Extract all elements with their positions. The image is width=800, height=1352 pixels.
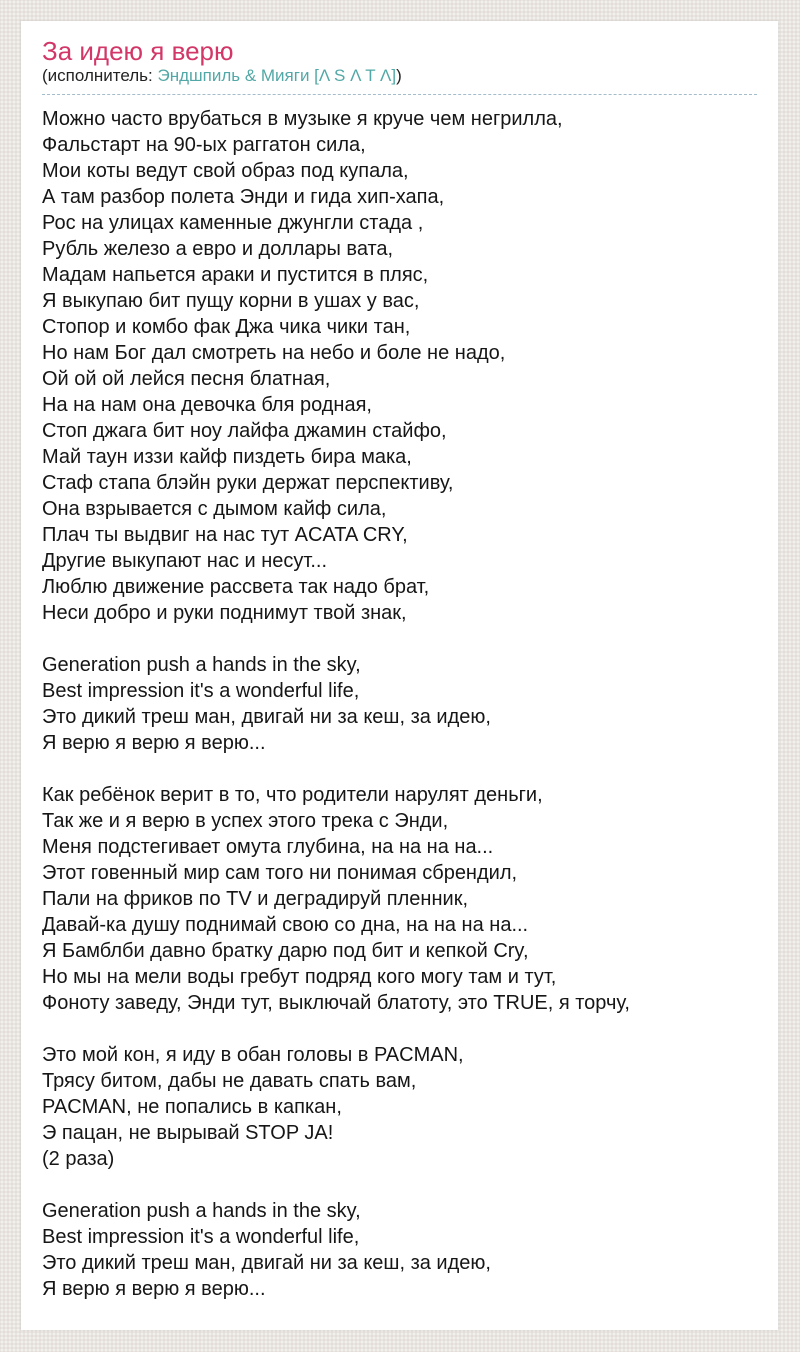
song-header <box>42 37 757 95</box>
lyrics-line: (2 раза) <box>42 1148 115 1170</box>
artist-label: (исполнитель: <box>42 66 158 85</box>
lyrics-line: Плач ты выдвиг на нас тут ACATA CRY, <box>42 524 408 546</box>
lyrics-line: Э пацан, не вырывай STOP JA! <box>42 1122 334 1144</box>
lyrics-line: Best impression it's a wonderful life, <box>42 680 360 702</box>
song-title: За идею я верю <box>42 36 234 66</box>
lyrics-line: Это дикий треш ман, двигай ни за кеш, за идею, <box>42 706 491 728</box>
lyrics-line: Это дикий треш ман, двигай ни за кеш, за идею, <box>42 1252 491 1274</box>
lyrics-line: Неси добро и руки поднимут твой знак, <box>42 602 407 624</box>
lyrics-line: Это мой кон, я иду в обан головы в PACMAN, <box>42 1044 464 1066</box>
lyrics-line: Мадам напьется араки и пустится в пляс, <box>42 264 429 286</box>
lyrics-line: Другие выкупают нас и несут... <box>42 550 328 572</box>
lyrics-line: Так же и я верю в успех этого трека с Энди, <box>42 810 449 832</box>
lyrics-line: Best impression it's a wonderful life, <box>42 1226 360 1248</box>
lyrics-line: Люблю движение рассвета так надо брат, <box>42 576 430 598</box>
lyrics-line: Мои коты ведут свой образ под купала, <box>42 160 409 182</box>
lyrics-line: Как ребёнок верит в то, что родители нарулят деньги, <box>42 784 543 806</box>
lyrics-line: Фоноту заведу, Энди тут, выключай блатоту, это TRUE, я торчу, <box>42 992 630 1014</box>
lyrics-card <box>21 21 778 1330</box>
lyrics-line: Можно часто врубаться в музыке я круче чем негрилла, <box>42 108 563 130</box>
lyrics-line: Фальстарт на 90-ых раггатон сила, <box>42 134 366 156</box>
lyrics-stanza <box>42 1198 757 1302</box>
lyrics-line: Рос на улицах каменные джунгли стада , <box>42 212 424 234</box>
lyrics-line: Стопор и комбо фак Джа чика чики тан, <box>42 316 411 338</box>
artist-link[interactable]: Эндшпиль & Мияги [Λ S Λ T Λ] <box>157 66 397 85</box>
lyrics-line: Этот говенный мир сам того ни понимая сбрендил, <box>42 862 518 884</box>
lyrics-line: Я выкупаю бит пущу корни в ушах у вас, <box>42 290 420 312</box>
lyrics-line: Я верю я верю я верю... <box>42 732 266 754</box>
lyrics-line: Стоп джага бит ноу лайфа джамин стайфо, <box>42 420 447 442</box>
lyrics-line: Стаф стапа блэйн руки держат перспективу, <box>42 472 454 494</box>
lyrics-line: Меня подстегивает омута глубина, на на на на... <box>42 836 494 858</box>
lyrics-line: Она взрывается с дымом кайф сила, <box>42 498 387 520</box>
lyrics-line: Пали на фриков по TV и деградируй пленник, <box>42 888 468 910</box>
lyrics-line: На на нам она девочка бля родная, <box>42 394 372 416</box>
lyrics-line: Я Бамблби давно братку дарю под бит и кепкой Cry, <box>42 940 529 962</box>
lyrics-text <box>42 106 757 1302</box>
lyrics-stanza <box>42 1042 757 1172</box>
lyrics-stanza <box>42 106 757 626</box>
artist-suffix: ) <box>396 66 402 85</box>
lyrics-line: А там разбор полета Энди и гида хип-хапа, <box>42 186 445 208</box>
lyrics-line: Generation push a hands in the sky, <box>42 1200 361 1222</box>
lyrics-line: Давай-ка душу поднимай свою со дна, на на на на... <box>42 914 529 936</box>
lyrics-stanza <box>42 782 757 1016</box>
lyrics-line: Рубль железо а евро и доллары вата, <box>42 238 394 260</box>
artist-line <box>42 65 757 95</box>
lyrics-line: Трясу битом, дабы не давать спать вам, <box>42 1070 417 1092</box>
lyrics-line: Но нам Бог дал смотреть на небо и боле не надо, <box>42 342 506 364</box>
lyrics-line: PACMAN, не попались в капкан, <box>42 1096 342 1118</box>
lyrics-line: Май таун иззи кайф пиздеть бира мака, <box>42 446 412 468</box>
lyrics-line: Ой ой ой лейся песня блатная, <box>42 368 331 390</box>
lyrics-line: Я верю я верю я верю... <box>42 1278 266 1300</box>
lyrics-stanza <box>42 652 757 756</box>
lyrics-line: Generation push a hands in the sky, <box>42 654 361 676</box>
lyrics-line: Но мы на мели воды гребут подряд кого могу там и тут, <box>42 966 557 988</box>
